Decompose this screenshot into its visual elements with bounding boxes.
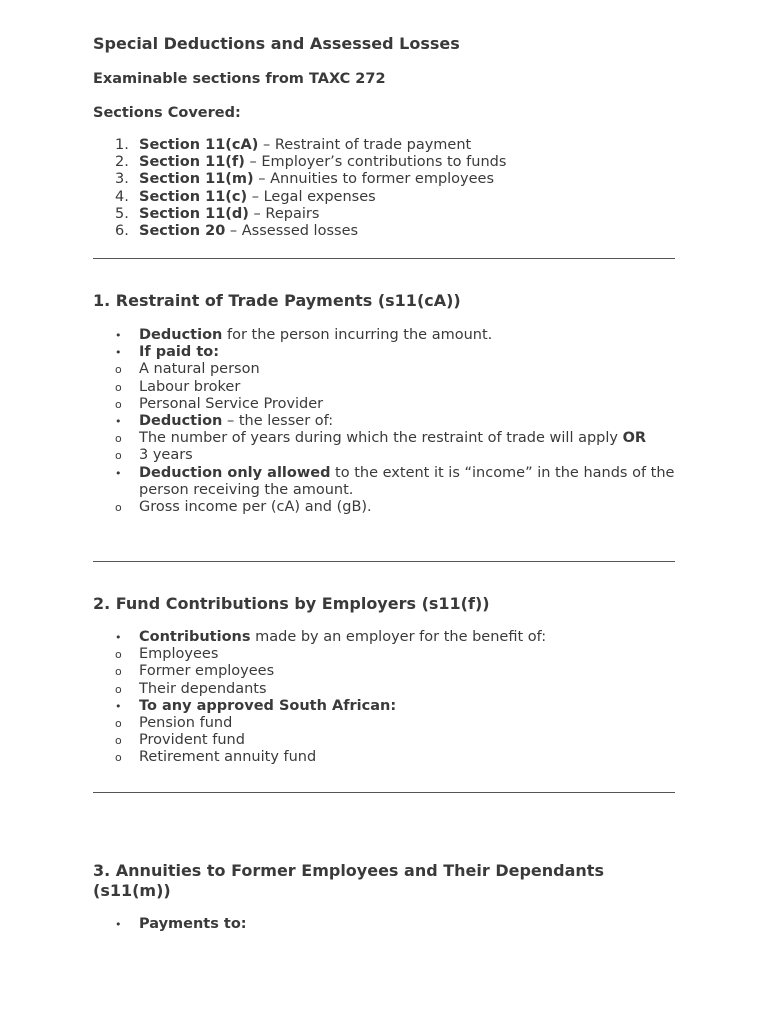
item-text: made by an employer for the benefit of: (250, 629, 547, 645)
bold-lead: Deduction only allowed (139, 464, 331, 481)
list-item (93, 206, 675, 223)
item-text: Employees (139, 646, 219, 663)
list-item (93, 629, 675, 698)
section-heading: 2. Fund Contributions by Employers (s11(f)) (93, 594, 490, 613)
bold-lead: Deduction (139, 327, 223, 343)
bullet-list (93, 629, 675, 767)
sub-list (93, 499, 675, 516)
sub-list-item (93, 715, 675, 732)
list-number: 6. (115, 223, 129, 240)
bold-lead: Deduction (139, 413, 223, 430)
sub-list-item (93, 361, 675, 378)
item-text: Retirement annuity fund (139, 749, 317, 766)
section-heading: 3. Annuities to Former Employees and Their Dependants (s11(m)) (93, 861, 604, 900)
sub-list (93, 361, 675, 413)
sub-bullet-icon: o (115, 380, 122, 394)
section-name: Section 11(d) (139, 205, 249, 222)
item-text: Labour broker (139, 378, 241, 395)
section-desc: – Employer’s contributions to funds (244, 154, 507, 171)
section-desc: – Legal expenses (247, 188, 376, 205)
sub-list-item (93, 430, 675, 447)
section-desc: – Assessed losses (225, 223, 359, 240)
sub-list-item (93, 732, 675, 749)
sub-bullet-icon: o (115, 501, 122, 515)
sub-bullet-icon: o (115, 682, 122, 696)
sub-list-item (93, 646, 675, 663)
bullet-icon: • (115, 631, 122, 644)
list-number: 4. (115, 188, 129, 205)
sections-list (93, 137, 675, 240)
document-subtitle: Examinable sections from TAXC 272 (93, 71, 386, 87)
bullet-list (93, 327, 675, 516)
list-number: 1. (115, 137, 129, 153)
list-item (93, 413, 675, 465)
sub-bullet-icon: o (115, 449, 122, 463)
list-item (93, 465, 675, 517)
bold-text: OR (622, 430, 647, 447)
list-item (93, 916, 675, 933)
sub-list (93, 715, 675, 767)
bullet-list (93, 916, 675, 933)
item-text: Pension fund (139, 715, 233, 732)
list-item (93, 171, 675, 188)
list-item (93, 223, 675, 240)
item-text: A natural person (139, 361, 260, 378)
list-item (93, 327, 675, 344)
sub-list-item (93, 379, 675, 396)
section-name: Section 11(cA) (139, 137, 259, 153)
section-name: Section 11(m) (139, 171, 254, 188)
sub-bullet-icon: o (115, 751, 122, 765)
list-number: 5. (115, 205, 129, 222)
section-heading: 1. Restraint of Trade Payments (s11(cA)) (93, 291, 461, 310)
bullet-icon: • (115, 466, 122, 480)
sections-heading: Sections Covered: (93, 105, 241, 121)
section-desc: – Repairs (248, 205, 320, 222)
item-text: for the person incurring the amount. (222, 327, 493, 343)
item-text: Provident fund (139, 732, 245, 749)
list-item (93, 698, 675, 767)
item-text: to the extent it is “income” in the hands of the person receiving the amount. (139, 464, 675, 498)
list-item (93, 189, 675, 206)
item-text: Gross income per (cA) and (gB). (139, 499, 372, 516)
sub-list-item (93, 396, 675, 413)
bold-lead: If paid to: (139, 344, 220, 361)
item-text: – the lesser of: (222, 413, 334, 430)
sub-bullet-icon: o (115, 665, 122, 679)
bullet-icon: • (115, 918, 122, 931)
sub-list (93, 646, 675, 698)
item-text: Former employees (139, 663, 275, 680)
sub-list (93, 430, 675, 464)
bold-lead: Payments to: (139, 916, 247, 932)
sub-list-item (93, 499, 675, 516)
sub-list-item (93, 749, 675, 766)
bullet-icon: • (115, 415, 122, 429)
sub-list-item (93, 447, 675, 464)
list-number: 3. (115, 171, 129, 188)
item-text: Their dependants (139, 680, 267, 697)
sub-list-item (93, 681, 675, 698)
section-name: Section 11(c) (139, 188, 248, 205)
bold-lead: To any approved South African: (139, 697, 397, 714)
sub-bullet-icon: o (115, 717, 122, 731)
bold-lead: Contributions (139, 629, 251, 645)
item-text: 3 years (139, 447, 193, 464)
section-desc: – Annuities to former employees (253, 171, 495, 188)
sub-bullet-icon: o (115, 363, 122, 377)
sub-bullet-icon: o (115, 734, 122, 748)
sub-bullet-icon: o (115, 432, 122, 446)
divider (93, 792, 675, 793)
sub-bullet-icon: o (115, 648, 122, 662)
list-number: 2. (115, 154, 129, 171)
item-text: Personal Service Provider (139, 395, 324, 412)
sub-bullet-icon: o (115, 397, 122, 411)
divider (93, 258, 675, 259)
item-text: The number of years during which the restraint of trade will apply (139, 430, 623, 447)
bullet-icon: • (115, 329, 122, 342)
section-name: Section 11(f) (139, 154, 245, 171)
list-item (93, 344, 675, 413)
section-name: Section 20 (139, 223, 226, 240)
list-item (93, 137, 675, 154)
bullet-icon: • (115, 699, 122, 713)
section-desc: – Restraint of trade payment (258, 137, 472, 153)
sub-list-item (93, 663, 675, 680)
divider (93, 561, 675, 562)
list-item (93, 154, 675, 171)
document-title: Special Deductions and Assessed Losses (93, 34, 460, 53)
bullet-icon: • (115, 346, 122, 360)
